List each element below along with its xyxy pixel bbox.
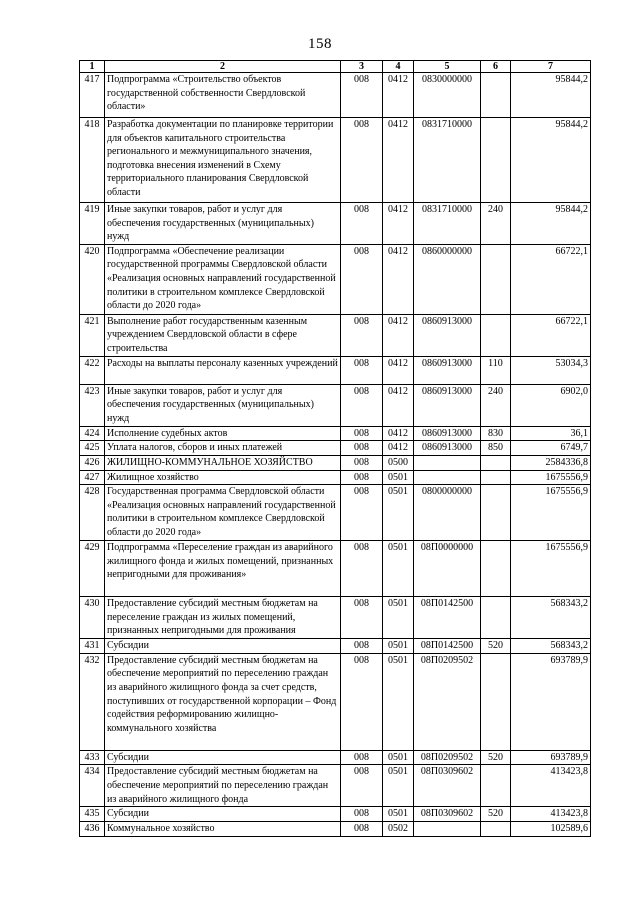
amount-cell: 66722,1 [511, 244, 591, 314]
section-code-cell: 0500 [383, 455, 414, 470]
expense-type-cell [481, 765, 511, 807]
row-number-cell: 421 [80, 314, 105, 356]
admin-code-cell: 008 [341, 807, 383, 822]
admin-code-cell: 008 [341, 639, 383, 654]
section-code-cell: 0412 [383, 441, 414, 456]
amount-cell: 568343,2 [511, 639, 591, 654]
amount-cell: 36,1 [511, 426, 591, 441]
section-code-cell: 0501 [383, 639, 414, 654]
amount-cell: 568343,2 [511, 597, 591, 639]
table-body [80, 73, 591, 837]
admin-code-cell: 008 [341, 597, 383, 639]
row-number-cell: 429 [80, 541, 105, 597]
row-name-cell: Подпрограмма «Переселение граждан из аварийного жилищного фонда и жилых помещений, признанных непригодными для проживания» [105, 541, 341, 597]
expense-type-cell: 110 [481, 356, 511, 384]
row-number-cell: 423 [80, 384, 105, 426]
expense-type-cell [481, 455, 511, 470]
table-row [80, 426, 591, 441]
table-row [80, 750, 591, 765]
row-name-cell: Уплата налогов, сборов и иных платежей [105, 441, 341, 456]
section-code-cell: 0412 [383, 426, 414, 441]
amount-cell: 6749,7 [511, 441, 591, 456]
target-code-cell: 0860913000 [414, 426, 481, 441]
section-code-cell: 0412 [383, 203, 414, 245]
table-row [80, 639, 591, 654]
section-code-cell: 0501 [383, 750, 414, 765]
target-code-cell: 08П0142500 [414, 597, 481, 639]
table-row [80, 541, 591, 597]
admin-code-cell: 008 [341, 485, 383, 541]
section-code-cell: 0501 [383, 807, 414, 822]
row-name-cell: Подпрограмма «Строительство объектов государственной собственности Свердловской области» [105, 73, 341, 118]
target-code-cell: 0860913000 [414, 314, 481, 356]
expense-type-cell [481, 485, 511, 541]
expense-type-cell [481, 118, 511, 203]
target-code-cell [414, 470, 481, 485]
expense-type-cell: 830 [481, 426, 511, 441]
amount-cell: 6902,0 [511, 384, 591, 426]
target-code-cell: 08П0142500 [414, 639, 481, 654]
amount-cell: 693789,9 [511, 750, 591, 765]
table-row [80, 653, 591, 750]
amount-cell: 2584336,8 [511, 455, 591, 470]
column-header: 3 [341, 61, 383, 73]
expense-type-cell [481, 541, 511, 597]
row-name-cell: Коммунальное хозяйство [105, 821, 341, 836]
table-row [80, 821, 591, 836]
row-number-cell: 419 [80, 203, 105, 245]
expense-type-cell [481, 821, 511, 836]
section-code-cell: 0412 [383, 73, 414, 118]
column-header: 5 [414, 61, 481, 73]
amount-cell: 95844,2 [511, 73, 591, 118]
amount-cell: 95844,2 [511, 203, 591, 245]
table-row [80, 485, 591, 541]
section-code-cell: 0502 [383, 821, 414, 836]
row-name-cell: Субсидии [105, 750, 341, 765]
row-number-cell: 417 [80, 73, 105, 118]
table-row [80, 455, 591, 470]
row-name-cell: Подпрограмма «Обеспечение реализации государственной программы Свердловской области «Реализация основных направлений государственной политики в строительном комплексе Свердловской области до 2020 года» [105, 244, 341, 314]
row-name-cell: Государственная программа Свердловской области «Реализация основных направлений государственной политики в строительном комплексе Свердловской области до 2020 года» [105, 485, 341, 541]
expense-type-cell [481, 244, 511, 314]
section-code-cell: 0501 [383, 597, 414, 639]
amount-cell: 66722,1 [511, 314, 591, 356]
section-code-cell: 0412 [383, 384, 414, 426]
row-number-cell: 435 [80, 807, 105, 822]
row-number-cell: 431 [80, 639, 105, 654]
table-row [80, 314, 591, 356]
amount-cell: 102589,6 [511, 821, 591, 836]
row-name-cell: Выполнение работ государственным казенным учреждением Свердловской области в сфере строительства [105, 314, 341, 356]
column-header: 7 [511, 61, 591, 73]
table-row [80, 470, 591, 485]
expense-type-cell: 240 [481, 384, 511, 426]
admin-code-cell: 008 [341, 118, 383, 203]
row-number-cell: 424 [80, 426, 105, 441]
admin-code-cell: 008 [341, 470, 383, 485]
admin-code-cell: 008 [341, 244, 383, 314]
target-code-cell: 0860913000 [414, 356, 481, 384]
amount-cell: 413423,8 [511, 807, 591, 822]
table-row [80, 441, 591, 456]
expense-type-cell [481, 314, 511, 356]
target-code-cell [414, 821, 481, 836]
amount-cell: 95844,2 [511, 118, 591, 203]
page-number: 158 [308, 36, 332, 52]
row-number-cell: 425 [80, 441, 105, 456]
section-code-cell: 0501 [383, 470, 414, 485]
row-name-cell: Субсидии [105, 807, 341, 822]
amount-cell: 1675556,9 [511, 541, 591, 597]
admin-code-cell: 008 [341, 653, 383, 750]
row-number-cell: 420 [80, 244, 105, 314]
section-code-cell: 0501 [383, 653, 414, 750]
target-code-cell [414, 455, 481, 470]
row-name-cell: ЖИЛИЩНО-КОММУНАЛЬНОЕ ХОЗЯЙСТВО [105, 455, 341, 470]
row-number-cell: 418 [80, 118, 105, 203]
target-code-cell: 0831710000 [414, 203, 481, 245]
row-name-cell: Иные закупки товаров, работ и услуг для обеспечения государственных (муниципальных) нужд [105, 203, 341, 245]
target-code-cell: 08П0309602 [414, 807, 481, 822]
amount-cell: 1675556,9 [511, 485, 591, 541]
row-number-cell: 422 [80, 356, 105, 384]
row-name-cell: Субсидии [105, 639, 341, 654]
target-code-cell: 08П0000000 [414, 541, 481, 597]
admin-code-cell: 008 [341, 750, 383, 765]
expense-type-cell: 240 [481, 203, 511, 245]
expense-type-cell: 520 [481, 807, 511, 822]
target-code-cell: 08П0209502 [414, 653, 481, 750]
admin-code-cell: 008 [341, 314, 383, 356]
table-row [80, 244, 591, 314]
row-name-cell: Предоставление субсидий местным бюджетам на обеспечение мероприятий по переселению граждан из аварийного жилищного фонда за счет средств, поступивших от государственной корпорации – Фонд содействия реформированию жилищно-коммунального хозяйства [105, 653, 341, 750]
admin-code-cell: 008 [341, 455, 383, 470]
target-code-cell: 08П0309602 [414, 765, 481, 807]
row-name-cell: Предоставление субсидий местным бюджетам на обеспечение мероприятий по переселению граждан из аварийного жилищного фонда [105, 765, 341, 807]
row-number-cell: 428 [80, 485, 105, 541]
amount-cell: 1675556,9 [511, 470, 591, 485]
row-number-cell: 427 [80, 470, 105, 485]
target-code-cell: 08П0209502 [414, 750, 481, 765]
expense-type-cell: 850 [481, 441, 511, 456]
target-code-cell: 0860913000 [414, 441, 481, 456]
table-header-row [80, 61, 591, 73]
section-code-cell: 0501 [383, 765, 414, 807]
amount-cell: 53034,3 [511, 356, 591, 384]
row-number-cell: 432 [80, 653, 105, 750]
column-header: 4 [383, 61, 414, 73]
section-code-cell: 0501 [383, 485, 414, 541]
target-code-cell: 0860913000 [414, 384, 481, 426]
target-code-cell: 0830000000 [414, 73, 481, 118]
row-name-cell: Жилищное хозяйство [105, 470, 341, 485]
expense-type-cell: 520 [481, 750, 511, 765]
target-code-cell: 0831710000 [414, 118, 481, 203]
budget-table [79, 60, 591, 837]
admin-code-cell: 008 [341, 821, 383, 836]
column-header: 6 [481, 61, 511, 73]
table-row [80, 597, 591, 639]
table-row [80, 765, 591, 807]
amount-cell: 693789,9 [511, 653, 591, 750]
row-number-cell: 434 [80, 765, 105, 807]
section-code-cell: 0412 [383, 244, 414, 314]
row-number-cell: 426 [80, 455, 105, 470]
section-code-cell: 0501 [383, 541, 414, 597]
section-code-cell: 0412 [383, 314, 414, 356]
row-name-cell: Исполнение судебных актов [105, 426, 341, 441]
admin-code-cell: 008 [341, 73, 383, 118]
table-row [80, 118, 591, 203]
table-row [80, 356, 591, 384]
row-number-cell: 430 [80, 597, 105, 639]
table-row [80, 384, 591, 426]
row-number-cell: 436 [80, 821, 105, 836]
admin-code-cell: 008 [341, 765, 383, 807]
table-row [80, 203, 591, 245]
section-code-cell: 0412 [383, 356, 414, 384]
table-row [80, 73, 591, 118]
expense-type-cell [481, 597, 511, 639]
row-name-cell: Предоставление субсидий местным бюджетам на переселение граждан из жилых помещений, признанных непригодными для проживания [105, 597, 341, 639]
target-code-cell: 0860000000 [414, 244, 481, 314]
table-row [80, 807, 591, 822]
admin-code-cell: 008 [341, 541, 383, 597]
column-header: 1 [80, 61, 105, 73]
admin-code-cell: 008 [341, 356, 383, 384]
admin-code-cell: 008 [341, 426, 383, 441]
expense-type-cell: 520 [481, 639, 511, 654]
expense-type-cell [481, 73, 511, 118]
row-number-cell: 433 [80, 750, 105, 765]
admin-code-cell: 008 [341, 384, 383, 426]
row-name-cell: Иные закупки товаров, работ и услуг для обеспечения государственных (муниципальных) нужд [105, 384, 341, 426]
row-name-cell: Разработка документации по планировке территории для объектов капитального строительства регионального и межмуниципального значения, подготовка внесения изменений в Схему территориального планирования Свердловской области [105, 118, 341, 203]
amount-cell: 413423,8 [511, 765, 591, 807]
row-name-cell: Расходы на выплаты персоналу казенных учреждений [105, 356, 341, 384]
admin-code-cell: 008 [341, 441, 383, 456]
target-code-cell: 0800000000 [414, 485, 481, 541]
expense-type-cell [481, 653, 511, 750]
column-header: 2 [105, 61, 341, 73]
section-code-cell: 0412 [383, 118, 414, 203]
expense-type-cell [481, 470, 511, 485]
admin-code-cell: 008 [341, 203, 383, 245]
